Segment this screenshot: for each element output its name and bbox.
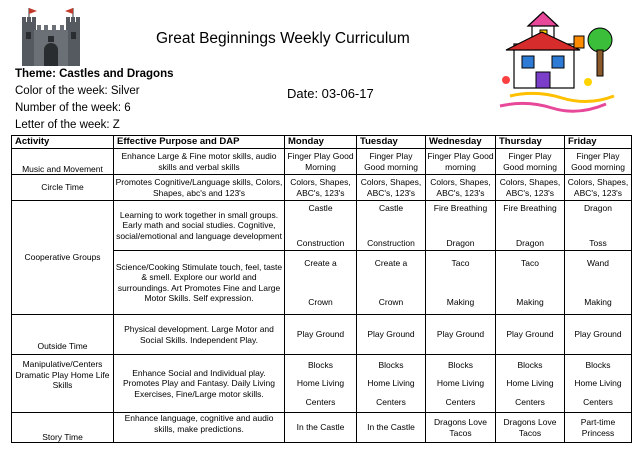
date-label: Date: 03-06-17 [287, 86, 374, 101]
day-line: Home Living [574, 378, 622, 389]
day-cell [565, 251, 632, 315]
day-line: Construction [367, 238, 415, 248]
activity-line: Dramatic Play Home Life Skills [15, 369, 110, 390]
day-cell: Finger Play Good morning [357, 149, 426, 175]
header-wednesday: Wednesday [426, 136, 496, 149]
day-line: Fire Breathing [503, 202, 557, 213]
activity-cell: Cooperative Groups [12, 201, 114, 315]
day-line: Crown [378, 297, 404, 307]
day-cell [565, 201, 632, 251]
header-row [12, 136, 632, 149]
day-cell [285, 355, 357, 413]
day-cell [285, 251, 357, 315]
day-line: Home Living [436, 378, 485, 389]
day-cell: Finger Play Good morning [565, 149, 632, 175]
day-cell [285, 201, 357, 251]
theme-label: Theme: Castles and Dragons [15, 68, 174, 80]
day-line: Making [584, 297, 612, 307]
day-line: Centers [515, 396, 545, 407]
day-cell [357, 201, 426, 251]
day-line: Toss [589, 238, 607, 248]
table-row [12, 355, 632, 413]
day-line: Create a [304, 257, 337, 268]
header-activity: Activity [12, 136, 114, 149]
day-line: Centers [445, 396, 476, 407]
schoolhouse-clipart [496, 10, 626, 114]
purpose-cell: Science/Cooking Stimulate touch, feel, taste & smell. Explore our world and surroundings. Art Promotes Fine and Large Motor Skills. Self expression. [114, 251, 285, 315]
day-cell [565, 355, 632, 413]
day-line: Taco [521, 257, 539, 268]
table-row [12, 315, 632, 355]
day-cell: Play Ground [285, 315, 357, 355]
day-cell [426, 201, 496, 251]
day-line: Home Living [506, 378, 554, 389]
day-cell [496, 355, 565, 413]
day-line: Blocks [585, 359, 611, 370]
day-cell: Finger Play Good Morning [285, 149, 357, 175]
letter-of-week: Letter of the week: Z [15, 119, 120, 131]
day-cell: Part-time Princess [565, 413, 632, 443]
table-row [12, 175, 632, 201]
day-line: Centers [305, 396, 336, 407]
activity-cell [12, 355, 114, 413]
day-cell [357, 355, 426, 413]
header-thursday: Thursday [496, 136, 565, 149]
day-line: Centers [376, 396, 406, 407]
header-friday: Friday [565, 136, 632, 149]
day-line: Wand [587, 257, 609, 268]
day-cell [426, 251, 496, 315]
activity-cell: Outside Time [12, 315, 114, 355]
table-row [12, 201, 632, 251]
purpose-cell: Enhance Social and Individual play. Promotes Play and Fantasy. Daily Living Exercises, Fine/Large motor skills. [114, 355, 285, 413]
day-line: Blocks [307, 359, 334, 370]
day-line: Dragon [446, 238, 475, 248]
day-line: Centers [583, 396, 613, 407]
number-of-week: Number of the week: 6 [15, 102, 131, 114]
purpose-cell: Enhance language, cognitive and audio skills, make predictions. [114, 413, 285, 443]
day-cell: Finger Play Good morning [496, 149, 565, 175]
curriculum-table [11, 135, 632, 443]
day-cell [426, 355, 496, 413]
day-cell: Colors, Shapes, ABC's, 123's [426, 175, 496, 201]
purpose-cell: Learning to work together in small groups. Early math and social studies. Cognitive, social/emotional and language development [114, 201, 285, 251]
day-line: Blocks [447, 359, 474, 370]
header-purpose: Effective Purpose and DAP [114, 136, 285, 149]
page-title: Great Beginnings Weekly Curriculum [156, 30, 410, 47]
purpose-cell: Physical development. Large Motor and Social Skills. Independent Play. [114, 315, 285, 355]
day-cell: Play Ground [357, 315, 426, 355]
day-line: Making [516, 297, 544, 307]
header-monday: Monday [285, 136, 357, 149]
purpose-cell: Enhance Large & Fine motor skills, audio skills and verbal skills [114, 149, 285, 175]
day-cell: Dragons Love Tacos [496, 413, 565, 443]
day-cell [496, 251, 565, 315]
day-line: Blocks [378, 359, 404, 370]
activity-cell: Story Time [12, 413, 114, 443]
activity-cell: Circle Time [12, 175, 114, 201]
activity-line: Manipulative/Centers [22, 359, 103, 369]
day-cell: Colors, Shapes, ABC's, 123's [496, 175, 565, 201]
day-line: Fire Breathing [433, 202, 488, 213]
day-line: Taco [451, 257, 470, 268]
day-line: Home Living [367, 378, 415, 389]
table-row [12, 149, 632, 175]
day-cell: In the Castle [357, 413, 426, 443]
day-line: Making [446, 297, 475, 307]
day-cell [357, 251, 426, 315]
day-cell: Colors, Shapes, ABC's, 123's [285, 175, 357, 201]
day-cell: Finger Play Good morning [426, 149, 496, 175]
day-cell: Colors, Shapes, ABC's, 123's [357, 175, 426, 201]
day-line: Create a [374, 257, 408, 268]
purpose-cell: Promotes Cognitive/Language skills, Colors, Shapes, abc's and 123's [114, 175, 285, 201]
day-cell: Play Ground [496, 315, 565, 355]
day-line: Castle [308, 202, 333, 213]
castle-clipart [22, 8, 80, 66]
color-of-week: Color of the week: Silver [15, 85, 140, 97]
day-line: Crown [308, 297, 333, 307]
day-cell [496, 201, 565, 251]
table-row [12, 413, 632, 443]
header-tuesday: Tuesday [357, 136, 426, 149]
day-cell: Play Ground [565, 315, 632, 355]
day-line: Home Living [296, 378, 345, 389]
day-cell: Play Ground [426, 315, 496, 355]
day-line: Construction [296, 238, 345, 248]
day-line: Dragon [584, 202, 612, 213]
day-cell: Dragons Love Tacos [426, 413, 496, 443]
day-line: Dragon [516, 238, 544, 248]
day-line: Blocks [517, 359, 543, 370]
activity-cell: Music and Movement [12, 149, 114, 175]
day-cell: Colors, Shapes, ABC's, 123's [565, 175, 632, 201]
day-line: Castle [378, 202, 404, 213]
day-cell: In the Castle [285, 413, 357, 443]
